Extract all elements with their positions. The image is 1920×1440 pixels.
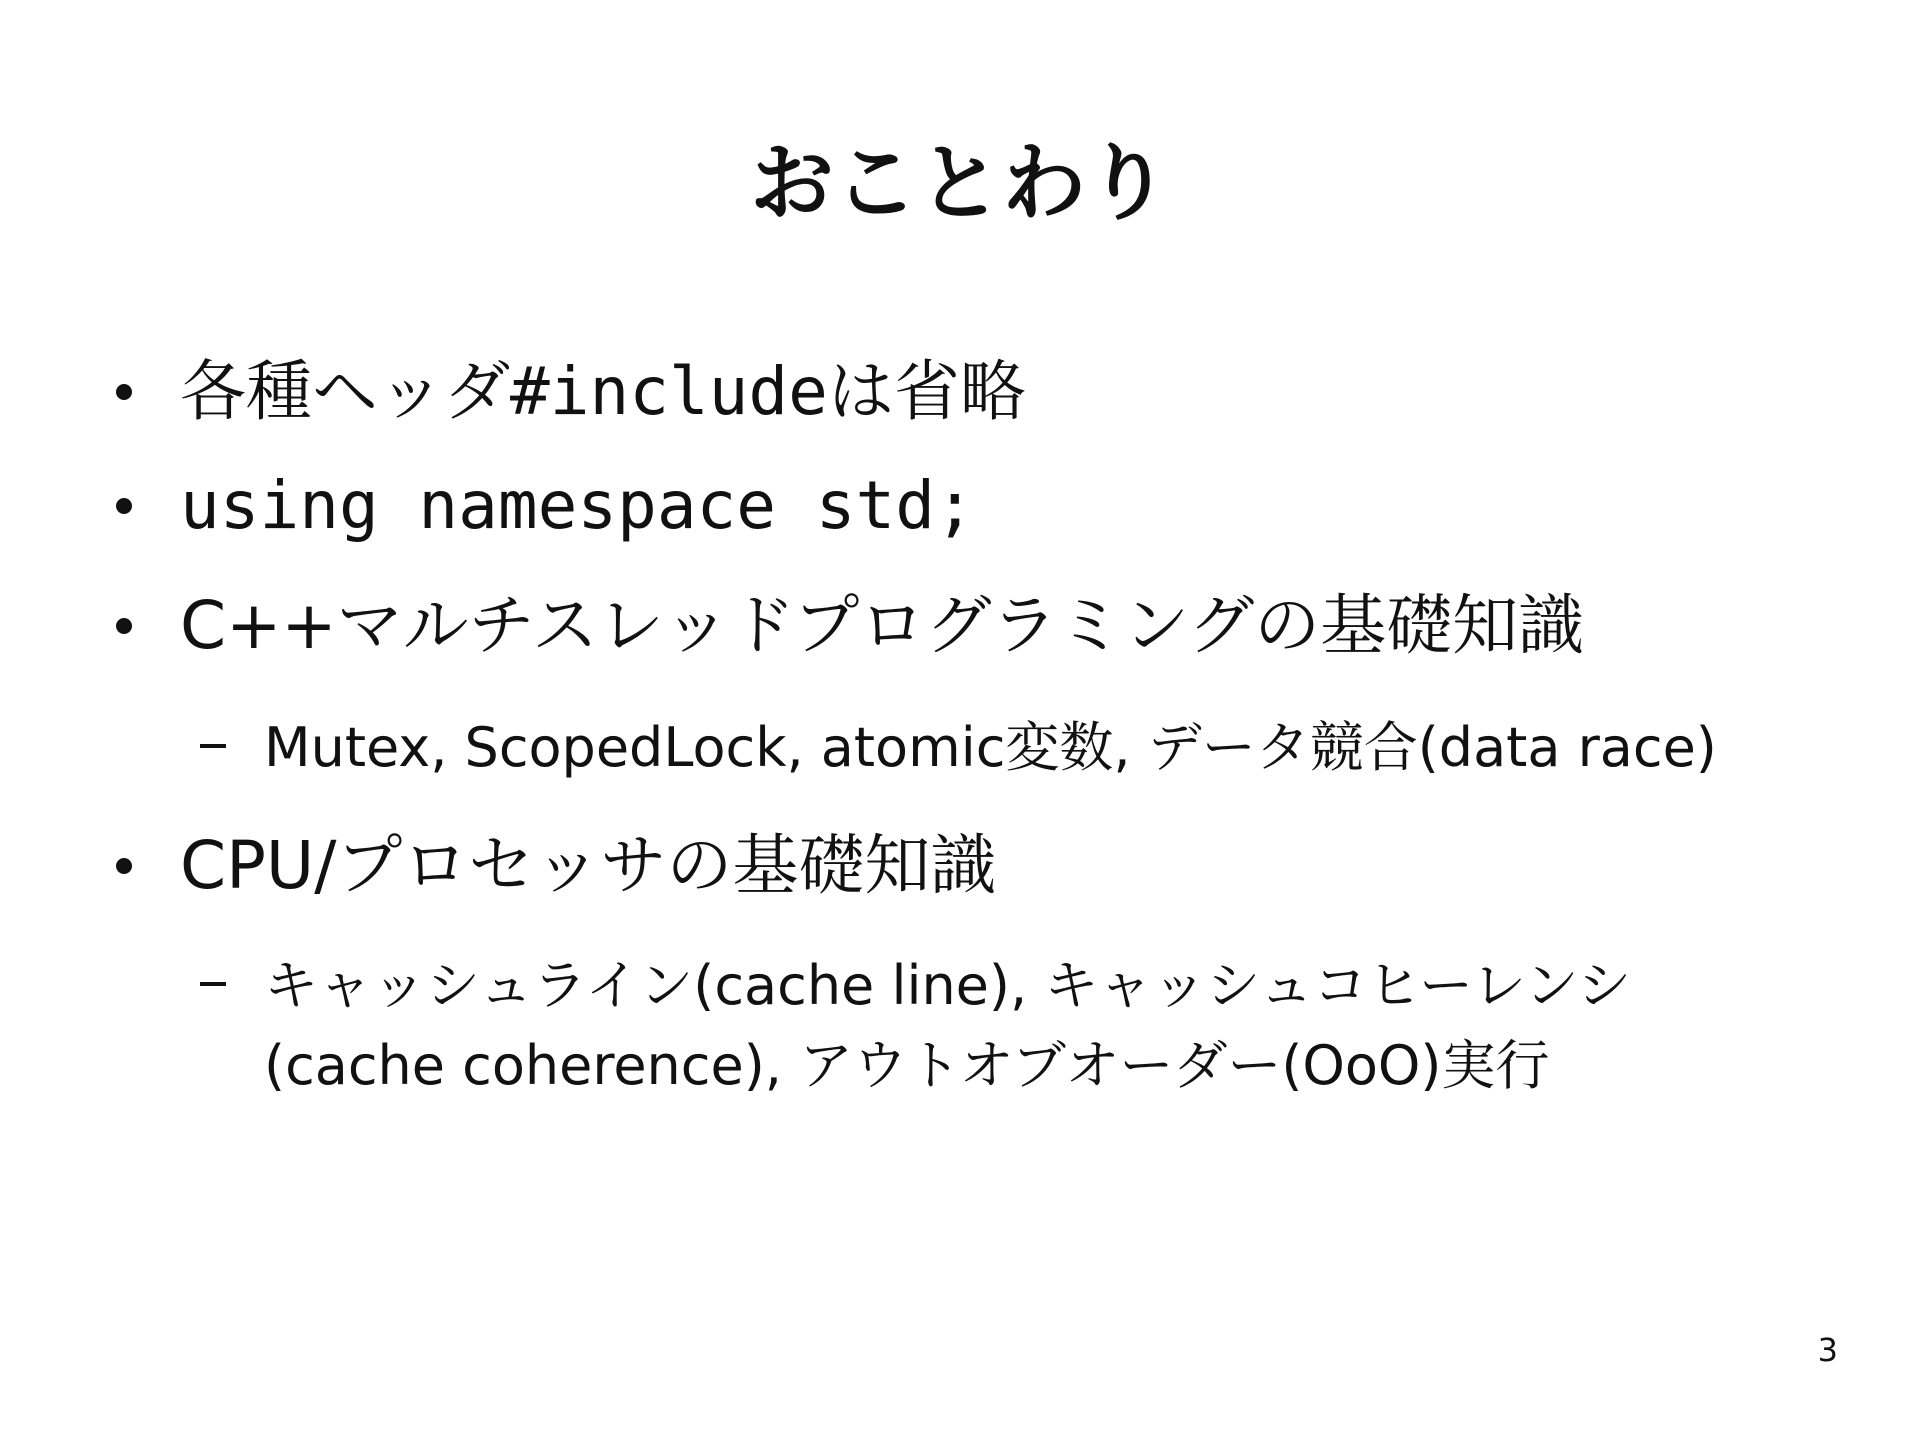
bullet-dot-icon [116,384,132,400]
bullet-item-using-namespace: using namespace std; [180,467,975,544]
slide-title: おことわり [749,134,1170,232]
bullet-item-headers [180,352,1026,432]
bullet-dot-icon [116,618,132,634]
page-number: 3 [1817,1331,1838,1369]
bullet-item-headers-suffix: は省略 [827,353,1026,430]
bullet-item-headers-prefix: 各種ヘッダ [180,353,510,430]
sub-bullet-dash-icon [200,982,226,986]
sub-bullet-dash-icon [200,744,226,748]
bullet-item-headers-code: #include [510,353,828,430]
sub-item-sync-primitives: Mutex, ScopedLock, atomic変数, データ競合(data race) [264,716,1717,779]
bullet-item-cpu-basics: CPU/プロセッサの基礎知識 [180,827,997,904]
bullet-dot-icon [116,858,132,874]
bullet-item-multithread-basics: C++マルチスレッドプログラミングの基礎知識 [180,587,1585,664]
sub-item-cache-topics-line2: (cache coherence), アウトオブオーダー(OoO)実行 [264,1034,1550,1097]
bullet-dot-icon [116,498,132,514]
sub-item-cache-topics-line1: キャッシュライン(cache line), キャッシュコヒーレンシ [264,954,1632,1017]
